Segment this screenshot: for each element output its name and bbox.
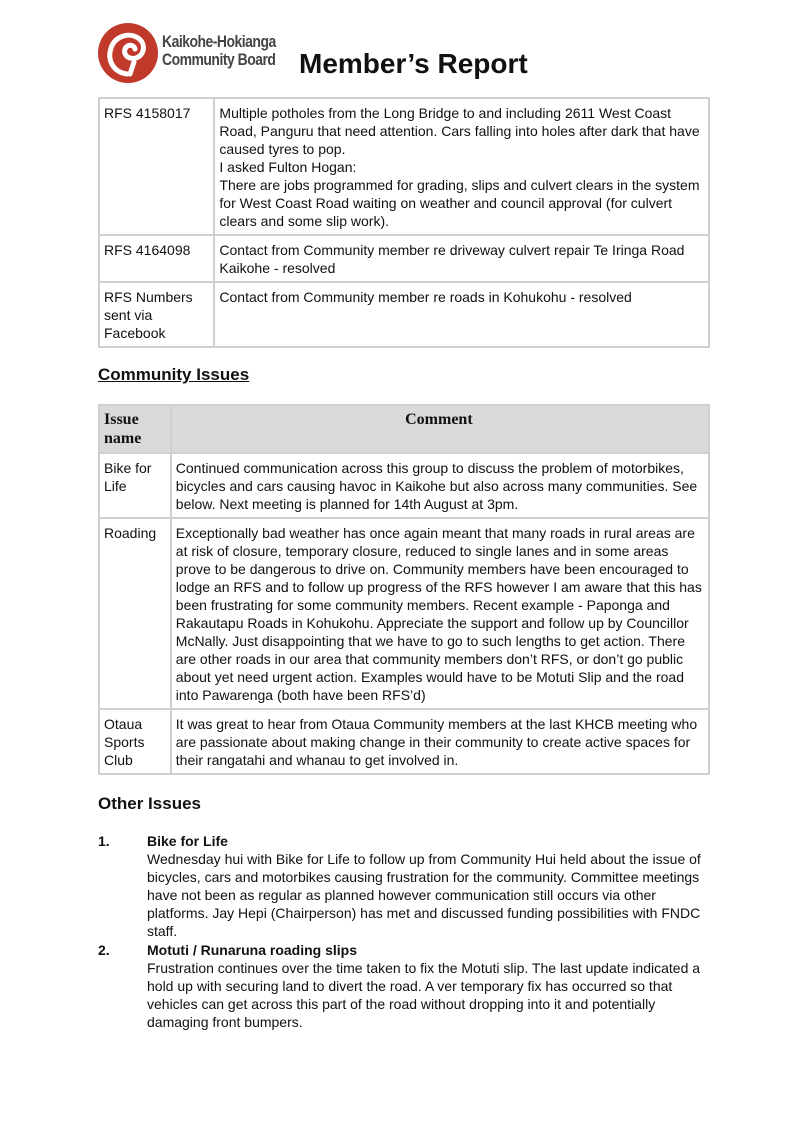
report-header: [97, 22, 737, 86]
rfs-description: Contact from Community member re roads in Kohukohu - resolved: [214, 282, 709, 347]
page-title: Member’s Report: [299, 48, 528, 79]
table-row: [99, 98, 709, 235]
issue-name: Otaua Sports Club: [99, 709, 171, 774]
org-name-line2: Community Board: [162, 50, 276, 69]
issue-name: Roading: [99, 518, 171, 709]
other-issues-heading: Other Issues: [98, 794, 201, 813]
comment-header: Comment: [171, 405, 709, 453]
issue-name-header: Issue name: [99, 405, 171, 453]
issue-comment: Continued communication across this group to discuss the problem of motorbikes, bicycles and cars causing havoc in Kaikohe but also across many communities. See below. Next meeting is planned for 14th August at 3pm.: [171, 453, 709, 518]
org-name-line1: Kaikohe-Hokianga: [162, 32, 276, 51]
item-body: Frustration continues over the time taken to fix the Motuti slip. The last update indicated a hold up with securing land to divert the road. A ver temporary fix has occurred so that vehicles can get across this part of the road without dropping into it and potentially damaging front bumpers.: [147, 960, 701, 1030]
item-title: Bike for Life: [147, 833, 228, 849]
table-row: [99, 282, 709, 347]
rfs-label: RFS 4164098: [99, 235, 214, 282]
table-row: [99, 235, 709, 282]
community-issues-table: [98, 404, 710, 775]
rfs-label: RFS 4158017: [99, 98, 214, 235]
community-board-logo: [97, 22, 159, 84]
list-item: [98, 832, 718, 940]
table-row: [99, 453, 709, 518]
list-item: [98, 941, 718, 1031]
table-row: [99, 518, 709, 709]
item-number: 2.: [98, 942, 110, 958]
item-title: Motuti / Runaruna roading slips: [147, 942, 357, 958]
rfs-description: Contact from Community member re driveway culvert repair Te Iringa Road Kaikohe - resolved: [214, 235, 709, 282]
org-name: [162, 33, 276, 69]
issue-name: Bike for Life: [99, 453, 171, 518]
rfs-label: RFS Numbers sent via Facebook: [99, 282, 214, 347]
community-issues-heading: Community Issues: [98, 365, 250, 384]
issue-comment: Exceptionally bad weather has once again meant that many roads in rural areas are at risk of closure, temporary closure, reduced to single lanes and in some areas prove to be dangerous to drive on. Community members have been encouraged to lodge an RFS and to follow up progress of the RFS however I am aware that this has been frustrating for some community members. Recent example - Paponga and Rakautapu Roads in Kohukohu. Appreciate the support and follow up by Councillor McNally. Just disappointing that we have to go to such lengths to get action. There are other roads in our area that community members don’t RFS, or don’t go public about yet need urgent action. Examples would have to be Motuti Slip and the road into Pawarenga (both have been RFS’d): [171, 518, 709, 709]
rfs-table: [98, 97, 710, 348]
table-header-row: [99, 405, 709, 453]
rfs-description: Multiple potholes from the Long Bridge to and including 2611 West Coast Road, Panguru that need attention. Cars falling into holes after dark that have caused tyres to pop. I asked Fulton Hogan: There are jobs programmed for grading, slips and culvert clears in the system for West Coast Road waiting on weather and council approval (for culvert clears and some slip work).: [214, 98, 709, 235]
item-body: Wednesday hui with Bike for Life to follow up from Community Hui held about the issue of bicycles, cars and motorbikes causing frustration for the community. Committee meetings have not been as regular as planned however communication still occurs via other platforms. Jay Hepi (Chairperson) has met and discussed funding possibilities with FNDC staff.: [147, 851, 701, 939]
table-row: [99, 709, 709, 774]
issue-comment: It was great to hear from Otaua Community members at the last KHCB meeting who are passionate about making change in their community to create active spaces for their rangatahi and whanau to get involved in.: [171, 709, 709, 774]
item-number: 1.: [98, 833, 110, 849]
other-issues-list: [98, 832, 718, 1032]
